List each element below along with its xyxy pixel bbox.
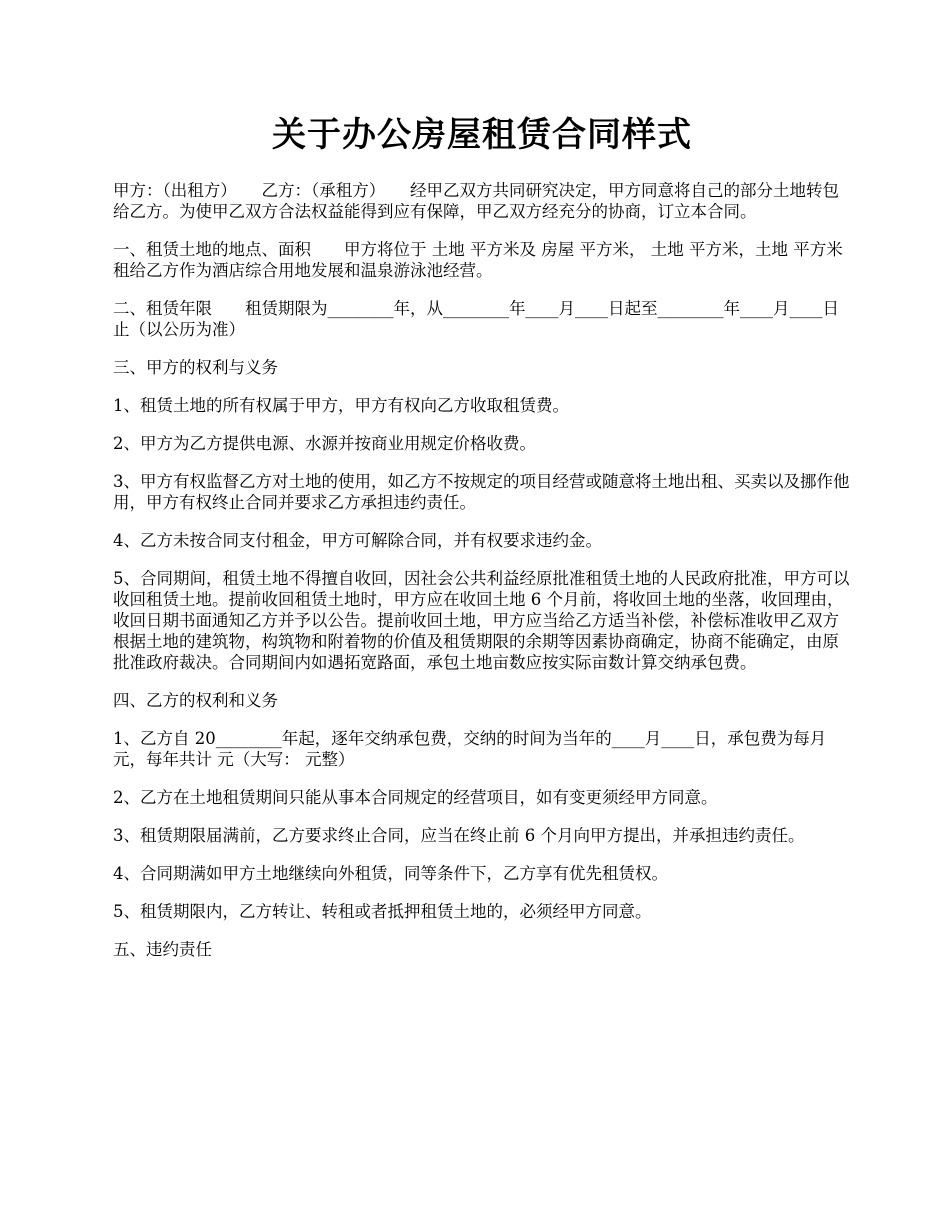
document-title: 关于办公房屋租赁合同样式 (272, 115, 692, 155)
intro-paragraph: 甲方：（出租方） 乙方：（承租方） 经甲乙双方共同研究决定，甲方同意将自己的部分土地转包给乙方。为使甲乙双方合法权益能得到应有保障，甲乙双方经充分的协商，订立本合同。 (113, 181, 839, 221)
section-3-clause-2: 2、甲方为乙方提供电源、水源并按商业用规定价格收费。 (113, 434, 536, 453)
section-3-heading: 三、甲方的权利与义务 (113, 358, 278, 377)
section-3-clause-5: 5、合同期间，租赁土地不得擅自收回，因社会公共利益经原批准租赁土地的人民政府批准，甲方可以收回租赁土地。提前收回租赁土地时，甲方应在收回土地 6 个月前，将收回土地的坐落，收回理由，收回日期书面通知乙方并予以公告。提前收回土地，甲方应当给乙方适当补偿，补偿标准收甲乙双方根据土地的建筑物，构筑物和附着物的价值及租赁期限的余期等因素协商确定，协商不能确定，由原批准政府裁决。合同期间内如遇拓宽路面，承包土地亩数应按实际亩数计算交纳承包费。 (113, 569, 850, 672)
section-3-clause-4: 4、乙方未按合同支付租金，甲方可解除合同，并有权要求违约金。 (113, 531, 602, 550)
section-4-clause-1: 1、乙方自 20________年起，逐年交纳承包费，交纳的时间为当年的____月____日，承包费为每月 元，每年共计 元（大写： 元整） (113, 729, 827, 769)
section-1-location-area: 一、租赁土地的地点、面积 甲方将位于 土地 平方米及 房屋 平方米， 土地 平方米，土地 平方米租给乙方作为酒店综合用地发展和温泉游泳池经营。 (113, 240, 843, 280)
section-5-heading: 五、违约责任 (113, 940, 212, 959)
section-4-clause-3: 3、租赁期限届满前，乙方要求终止合同，应当在终止前 6 个月向甲方提出，并承担违约责任。 (113, 826, 805, 845)
section-4-clause-2: 2、乙方在土地租赁期间只能从事本合同规定的经营项目，如有变更须经甲方同意。 (113, 788, 718, 807)
section-4-heading: 四、乙方的权利和义务 (113, 691, 278, 710)
section-2-lease-term: 二、租赁年限 租赁期限为________年，从________年____月____日起至________年____月____日止（以公历为准） (113, 299, 839, 339)
section-3-clause-3: 3、甲方有权监督乙方对土地的使用，如乙方不按规定的项目经营或随意将土地出租、买卖以及挪作他用，甲方有权终止合同并要求乙方承担违约责任。 (113, 472, 850, 512)
section-4-clause-4: 4、合同期满如甲方土地继续向外租赁，同等条件下，乙方享有优先租赁权。 (113, 864, 668, 883)
section-3-clause-1: 1、租赁土地的所有权属于甲方，甲方有权向乙方收取租赁费。 (113, 396, 569, 415)
document-page (113, 112, 851, 977)
section-4-clause-5: 5、租赁期限内，乙方转让、转租或者抵押租赁土地的，必须经甲方同意。 (113, 902, 652, 921)
